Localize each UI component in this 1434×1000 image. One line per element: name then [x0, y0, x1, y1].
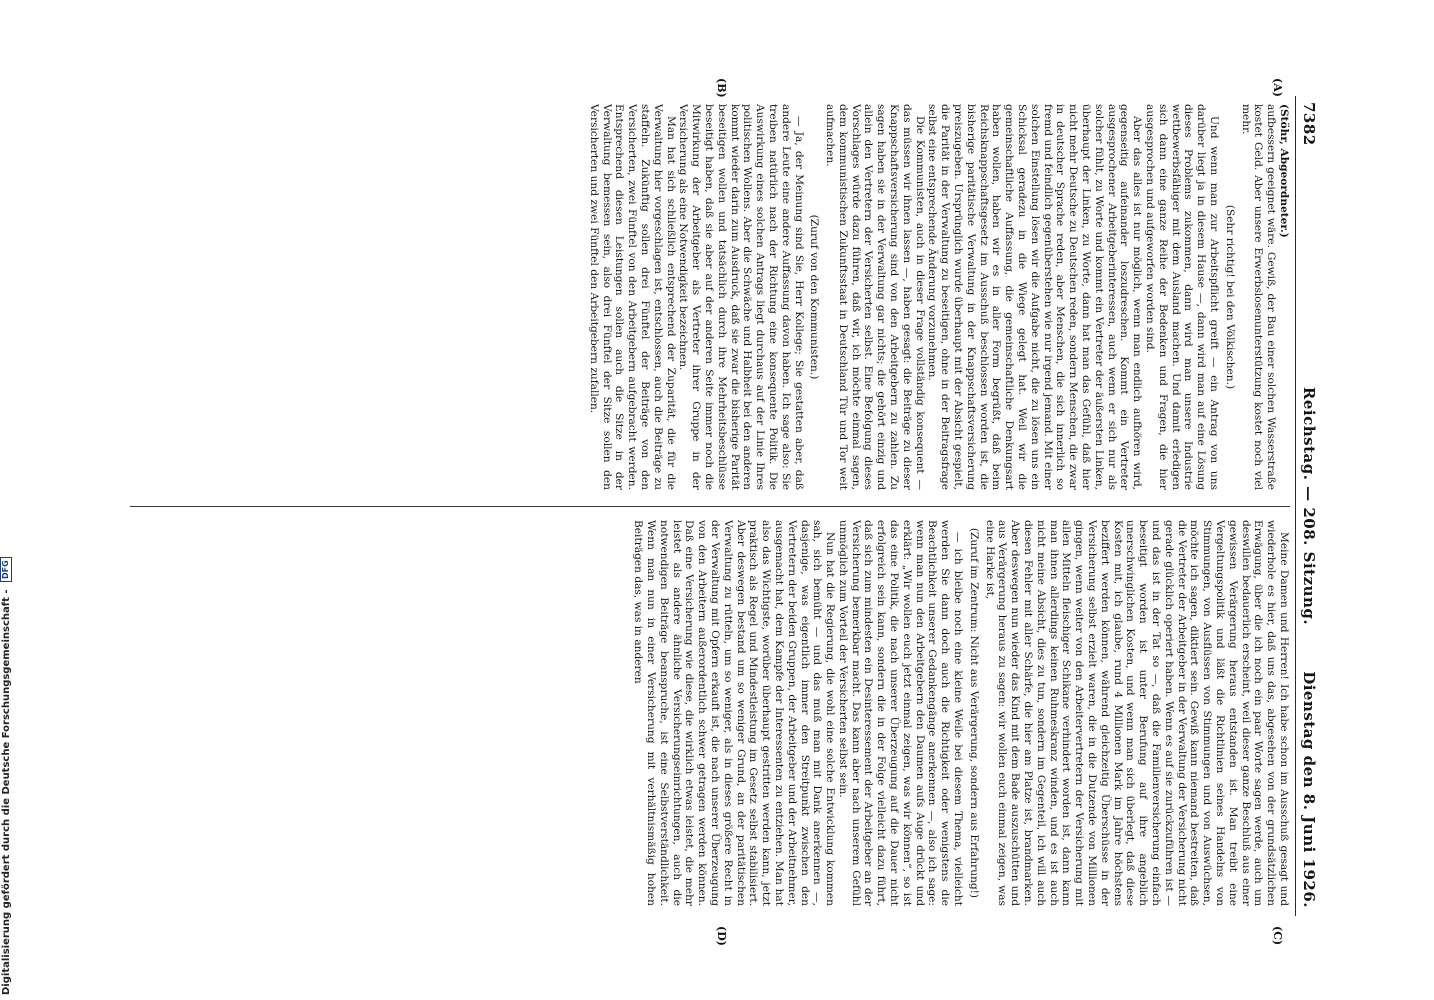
- paragraph: Und wenn man zur Arbeitspflicht greift — ein Antrag von uns darüber liegt ja in diesem Hause —, dann wird man auf eine Lösung dieses Problems zukommen, dann wird man unsere Industrie wettbewerbsfähiger mit dem Ausland machen. Und damit erledigen sich dann eine ganze Reihe der Bedenken und Fragen, die hier ausgesprochen und aufgeworfen worden sind.: [1144, 104, 1221, 490]
- session-date: Dienstag den 8. Juni 1926.: [1300, 671, 1318, 908]
- paragraph: Man hat sich schließlich entsprechend der Zuparität, die für die Verwaltung hier vorgeschlagen ist, entschlossen, auch die Beiträge zu staffeln. Zukünftig sollen drei Fünftel der Beiträge von den Versicherten, zwei Fünftel von den Arbeitgebern aufgebracht werden. Entsprechend diesen Leistungen sollen auch die Sitze in der Verwaltung bemessen sein, also drei Fünftel der Sitze sollen den Versicherten und zwei Fünftel den Arbeitgebern zufallen.: [587, 104, 677, 490]
- column-divider: [130, 506, 1290, 507]
- paragraph: Meine Damen und Herren! Ich habe schon im Ausschuß gesagt und wiederhole es hier, daß uns das, abgesehen von der grundsätzlichen Erwägung, über die ich noch ein paar Worte sagen werde, auch um deswillen bedauerlich erscheint, weil dieser ganze Beschluß aus einer gewissen Verärgerung heraus entstanden ist. Man treibt eine Vergeltungspolitik und läßt die Richtlinien seines Handelns von Stimmungen, von Ausflüssen von Stimmungen und von Auswüchsen, möchte ich sagen, diktiert sein. Gewiß kann niemand bestreiten, daß die Vertreter der Arbeitgeber in der Verwaltung der Versicherung nicht gerade glücklich operiert haben. Wenn es auf sie zurückzuführen ist — und das ist in der Tat so —, daß die Familienversicherung einfach beseitigt worden ist unter Berufung auf ihre angeblich unerschwinglichen Kosten, und wenn man sich überlegt, daß diese Kosten mit, ich glaube, rund 4 Millionen Mark im Jahre höchstens beziffert werden können, während gleichzeitig Überschüsse in der Versicherung selbst erzielt waren, die in die Dutzende von Millionen gingen, wenn weiter von den Arbeitervertretern der Versicherung mit allen Mitteln fleischiger Schikane verhindert worden ist, dann kann man ihnen allerdings keinen Ruhmeskranz winden, und es ist auch nicht meine Absicht, dies zu tun, sondern im Gegenteil, ich will auch diesen Fehler mit aller Schärfe, die hier am Platze ist, brandmarken. Aber deswegen nun wieder das Kind mit dem Bade auszuschütten und aus Verärgerung heraus zu sagen: wir wollen euch einmal zeigen, was eine Harke ist,: [983, 520, 1290, 906]
- running-head: Reichstag. — 208. Sitzung.: [1300, 386, 1318, 626]
- margin-marker-a: (A): [1271, 78, 1284, 97]
- page-header: [1294, 96, 1320, 916]
- dfg-logo-icon: DFG: [0, 557, 12, 582]
- speaker-line: (Stöhr, Abgeordneter.): [1278, 104, 1290, 238]
- margin-marker-b: (B): [715, 78, 728, 98]
- footer-strip: [0, 0, 14, 1000]
- paragraph: — Ja, der Meinung sind Sie, Herr Kollege; Sie gestatten aber, daß andere Leute eine andere Auffassung davon haben. Ich sage also: Sie treiben natürlich nach der Richtung eine konsequente Politik. Die Auswirkung eines solchen Antrags liegt durchaus auf der Linie Ihres politischen Wollens. Aber die Schwäche und Halbheit bei den anderen kommt wieder darin zum Ausdruck, daß sie zwar die bisherige Parität beseitigen wollen und tatsächlich durch ihre Mehrheitsbeschlüsse beseitigt haben, daß sie aber auf der anderen Seite immer noch die Mitwirkung der Arbeitgeber als Vertreter ihrer Gruppe in der Versicherung als eine Notwendigkeit bezeichnen.: [677, 104, 805, 490]
- funding-text: Digitalisierung gefördert durch die Deutsche Forschungsgemeinschaft -: [1, 589, 12, 995]
- left-column: [125, 104, 1290, 490]
- interjection: (Sehr richtig! bei den Völkischen.): [1223, 204, 1236, 390]
- margin-marker-c: (C): [1271, 926, 1284, 946]
- interjection: (Zuruf im Zentrum: Nicht aus Verärgerung, sondern aus Erfahrung!): [967, 527, 980, 899]
- page-number: 7382: [1300, 102, 1318, 146]
- header-rule: [1295, 96, 1296, 916]
- paragraph: — ich bleibe noch eine kleine Weile bei diesem Thema, vielleicht werden Sie dann doch auch die Richtigkeit oder wenigstens die Beachtlichkeit unserer Gedankengänge anerkennen —, also ich sage: wenn man nun den Arbeitgebern den Daumen aufs Auge drückt und erklärt: „Wir wollen euch jetzt einmal zeigen, was wir können“, so ist das eine Politik, die nach unserer Überzeugung auf die Dauer nicht erfolgreich sein kann, sondern die in der Folge vielleicht dazu führt, daß sich zum mindesten ein Desinteressement der Arbeitgeber an der Versicherung bemerkbar macht. Das kann aber nach unserem Gefühl unmöglich zum Vorteil der Versicherten selbst sein.: [836, 520, 965, 906]
- paragraph: aufbessern geeignet wäre. Gewiß, der Bau einer solchen Wasserstraße kostet Geld. Aber unsere Erwerbslosenunterstützung kostet noch viel mehr.: [1239, 104, 1278, 490]
- paragraph: Die Kommunisten, auch in dieser Frage vollständig konsequent — das müssen wir ihnen lassen —, haben gesagt: die Beiträge zu dieser Knappschaftsversicherung sind von den Arbeitgebern zu zahlen. Zu sagen haben sie in der Verwaltung gar nichts; die gehört einzig und allein den Vertretern der Versicherten selbst. Eine Befolgung dieses Vorschlages würde dazu führen, daß wir, ich möchte einmal sagen, dem kommunistischen Zukunftsstaat in Deutschland Tür und Tor weit aufmachen.: [824, 104, 926, 490]
- document-page: [115, 78, 1320, 946]
- interjection: (Zuruf von den Kommunisten.): [808, 214, 821, 380]
- paragraph: Aber das alles ist nur möglich, wenn man endlich aufhören wird, gegenseitig aufeinander loszudreschen. Kommt ein Vertreter ausgesprochener Arbeitgeberinteressen, auch wenn er sich nur als solcher fühlt, zu Worte und kommt ein Vertreter der äußersten Linken, überhaupt der Linken, zu Worte, dann hat man das Gefühl, daß hier nicht mehr Deutsche zu Deutschen reden, sondern Menschen, die zwar in deutscher Sprache reden, aber Menschen, die sich innerlich so fremd und feindlich gegenüberstehen wie nur irgend jemand. Mit einer solchen Einstellung lösen wir die Aufgabe nicht, die zu lösen uns ein Schicksal geradezu in die Wiege gelegt hat. Weil wir die gemeinschaftliche Auffassung, die gemeinschaftliche Denkungsart haben wollen, haben wir es in aller Form begrüßt, daß beim Reichsknappschaftsgesetz im Ausschuß beschlossen worden ist, die bisherige paritätische Verwaltung in der Knappschaftsversicherung preiszugeben. Ursprünglich wurde überhaupt mit der Absicht gespielt, die Parität in der Verwaltung zu beseitigen, ohne in der Beitragsfrage selbst eine entsprechende Änderung vorzunehmen.: [926, 104, 1144, 490]
- funding-notice: [0, 5, 14, 995]
- paragraph: Nun hat die Regierung, die wohl eine solche Entwicklung kommen sah, sich bemüht — und das muß man mit Dank anerkennen —, dasjenige, was eigentlich immer den Streitpunkt zwischen den Vertretern der beiden Gruppen, der Arbeitgeber und der Arbeitnehmer, ausgemacht hat, dem Kampfe der Interessenten zu entziehen. Man hat also das Wichtigste, worüber überhaupt gestritten werden kann, jetzt praktisch als Regel und Mindestleistung im Gesetz selbst stabilisiert. Aber deswegen bestand um so weniger Grund, an der paritätischen Verwaltung zu rütteln, um so weniger, als in dieses größere Recht in der Verwaltung mit Opfern erkauft ist, die nach unserer Überzeugung von den Arbeitern außerordentlich schwer getragen werden können. Daß eine Versicherung wie diese, die wirklich etwas leistet, die mehr leistet als andere ähnliche Versicherungseinrichtungen, auch die notwendigen Beiträge beanspruche, ist eine Selbstverständlichkeit. Wenn man nun in einer Versicherung mit verhältnismäßig hohen Beiträgen das, was in anderen: [632, 520, 837, 906]
- margin-marker-d: (D): [715, 926, 728, 946]
- right-column: [125, 520, 1290, 906]
